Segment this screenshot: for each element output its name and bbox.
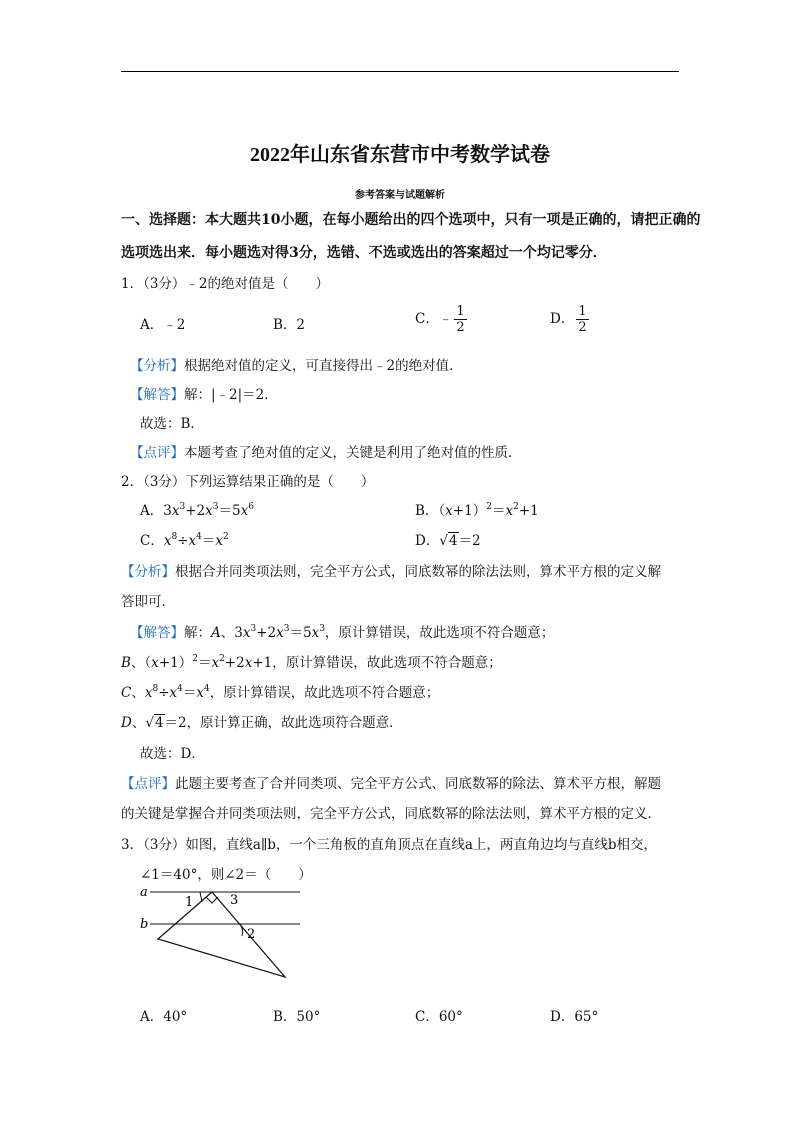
triangle	[158, 892, 285, 977]
q1-stem: 1．（3分）﹣2的绝对值是（ ）	[121, 276, 330, 292]
q2-option-b: B．$(x+1)^2=x^2+1$	[415, 502, 539, 519]
q1-option-a: A．﹣2	[140, 317, 186, 333]
header-rule	[121, 71, 679, 72]
q2-stem: 2．（3分）下列运算结果正确的是（ ）	[121, 474, 375, 490]
q2-answer-b: B、$(x+1)^2=x^2+2x+1$，原计算错误，故此选项不符合题意；	[121, 654, 502, 671]
q2-choice: 故选：D．	[140, 746, 205, 762]
q1-option-b: B．2	[273, 317, 306, 333]
q2-answer-d: D、√4＝2，原计算正确，故此选项符合题意．	[121, 715, 403, 731]
q1-option-d	[550, 304, 589, 335]
q3-option-b: B．50°	[273, 1009, 321, 1025]
q1-option-c	[415, 304, 467, 335]
q3-option-a: A．40°	[140, 1009, 188, 1025]
q2-option-a: A．$3x^3+2x^3=5x^6$	[140, 502, 254, 519]
analysis-tag: 【分析】	[130, 358, 184, 374]
section-instructions-line2: 选项选出来．每小题选对得3分，选错、不选或选出的答案超过一个均记零分．	[121, 245, 607, 261]
comment-tag: 【点评】	[130, 445, 184, 461]
q1-answer: 【解答】解：|﹣2|＝2．	[130, 387, 278, 403]
q1-option-d-fraction: $\frac{1}{2}$	[578, 304, 587, 335]
q2-analysis-line1: 【分析】根据合并同类项法则，完全平方公式，同底数幂的除法法则，算术平方根的定义解	[121, 564, 661, 580]
q2-answer-a: 【解答】解：A、$3x^3+2x^3=5x^3$，原计算错误，故此选项不符合题意；	[130, 624, 555, 641]
angle-label-1: 1	[185, 895, 194, 910]
q1-option-c-prefix: C．﹣	[415, 311, 453, 327]
page-subtitle: 参考答案与试题解析	[355, 190, 445, 201]
q2-answer-c: C、$x^8\div x^4=x^4$，原计算错误，故此选项不符合题意；	[121, 684, 440, 701]
q3-option-c: C．60°	[415, 1009, 463, 1025]
section-instructions-line1: 一、选择题：本大题共10小题，在每小题给出的四个选项中，只有一项是正确的，请把正确的	[121, 212, 701, 228]
angle-label-3: 3	[230, 893, 239, 908]
q1-option-c-fraction: $\frac{1}{2}$	[456, 304, 465, 335]
q3-figure	[130, 880, 310, 985]
q2-option-c: C．$x^8\div x^4=x^2$	[140, 532, 229, 549]
q3-stem-line2: ∠1＝40°，则∠2＝（ ）	[140, 867, 312, 883]
q1-comment: 【点评】本题考查了绝对值的定义，关键是利用了绝对值的性质．	[130, 445, 522, 461]
q2-comment-line2: 的关键是掌握合并同类项法则，完全平方公式，同底数幂的除法法则，算术平方根的定义．	[121, 806, 661, 822]
q2-analysis-line2: 答即可．	[121, 594, 175, 610]
page-title: 2022年山东省东营市中考数学试卷	[250, 144, 550, 166]
q3-stem-line1: 3．（3分）如图，直线a∥b，一个三角板的直角顶点在直线a上，两直角边均与直线b相交，	[121, 837, 658, 853]
right-angle-mark	[206, 897, 218, 903]
q2-comment-line1: 【点评】此题主要考查了合并同类项、完全平方公式、同底数幂的除法、算术平方根，解题	[121, 776, 661, 792]
figure-label-a: a	[140, 885, 148, 900]
angle-label-2: 2	[247, 927, 256, 942]
q2-option-d: D．√4＝2	[415, 533, 481, 549]
figure-label-b: b	[140, 917, 149, 932]
q3-option-d: D．65°	[550, 1009, 599, 1025]
answer-tag: 【解答】	[130, 387, 184, 403]
q1-analysis: 【分析】根据绝对值的定义，可直接得出﹣2的绝对值．	[130, 358, 463, 374]
q1-choice: 故选：B．	[140, 416, 204, 432]
angle1-arc	[200, 892, 202, 902]
q1-option-d-prefix: D．	[550, 311, 575, 327]
